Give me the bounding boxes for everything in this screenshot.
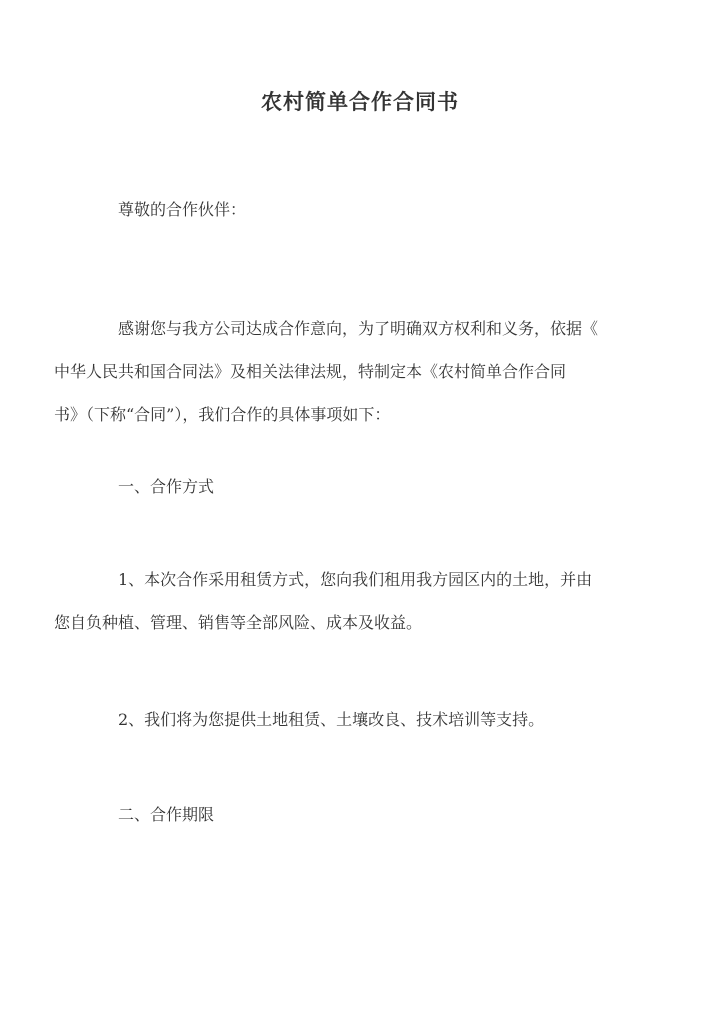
section-heading-cooperation-term bbox=[86, 793, 636, 836]
section1-heading: 一、合作方式 bbox=[118, 477, 215, 496]
clause-1-paragraph bbox=[54, 558, 636, 644]
clause-2-paragraph bbox=[86, 698, 636, 741]
intro-line-2: 中华人民共和国合同法》及相关法律法规，特制定本《农村简单合作合同 bbox=[54, 362, 567, 381]
section2-heading: 二、合作期限 bbox=[118, 805, 215, 824]
clause-2-text: 2、我们将为您提供土地租赁、土壤改良、技术培训等支持。 bbox=[118, 710, 545, 729]
greeting-text: 尊敬的合作伙伴： bbox=[118, 200, 247, 219]
greeting-paragraph bbox=[86, 188, 636, 231]
clause-1-line-1: 1、本次合作采用租赁方式，您向我们租用我方园区内的土地，并由 bbox=[118, 570, 593, 589]
intro-paragraph bbox=[54, 307, 636, 436]
section-heading-cooperation-method bbox=[86, 465, 636, 508]
intro-line-1: 感谢您与我方公司达成合作意向，为了明确双方权利和义务，依据《 bbox=[118, 319, 599, 338]
clause-1-line-2: 您自负种植、管理、销售等全部风险、成本及收益。 bbox=[54, 613, 423, 632]
document-title: 农村简单合作合同书 bbox=[261, 89, 459, 114]
intro-line-3: 书》（下称“合同”），我们合作的具体事项如下： bbox=[54, 405, 391, 424]
